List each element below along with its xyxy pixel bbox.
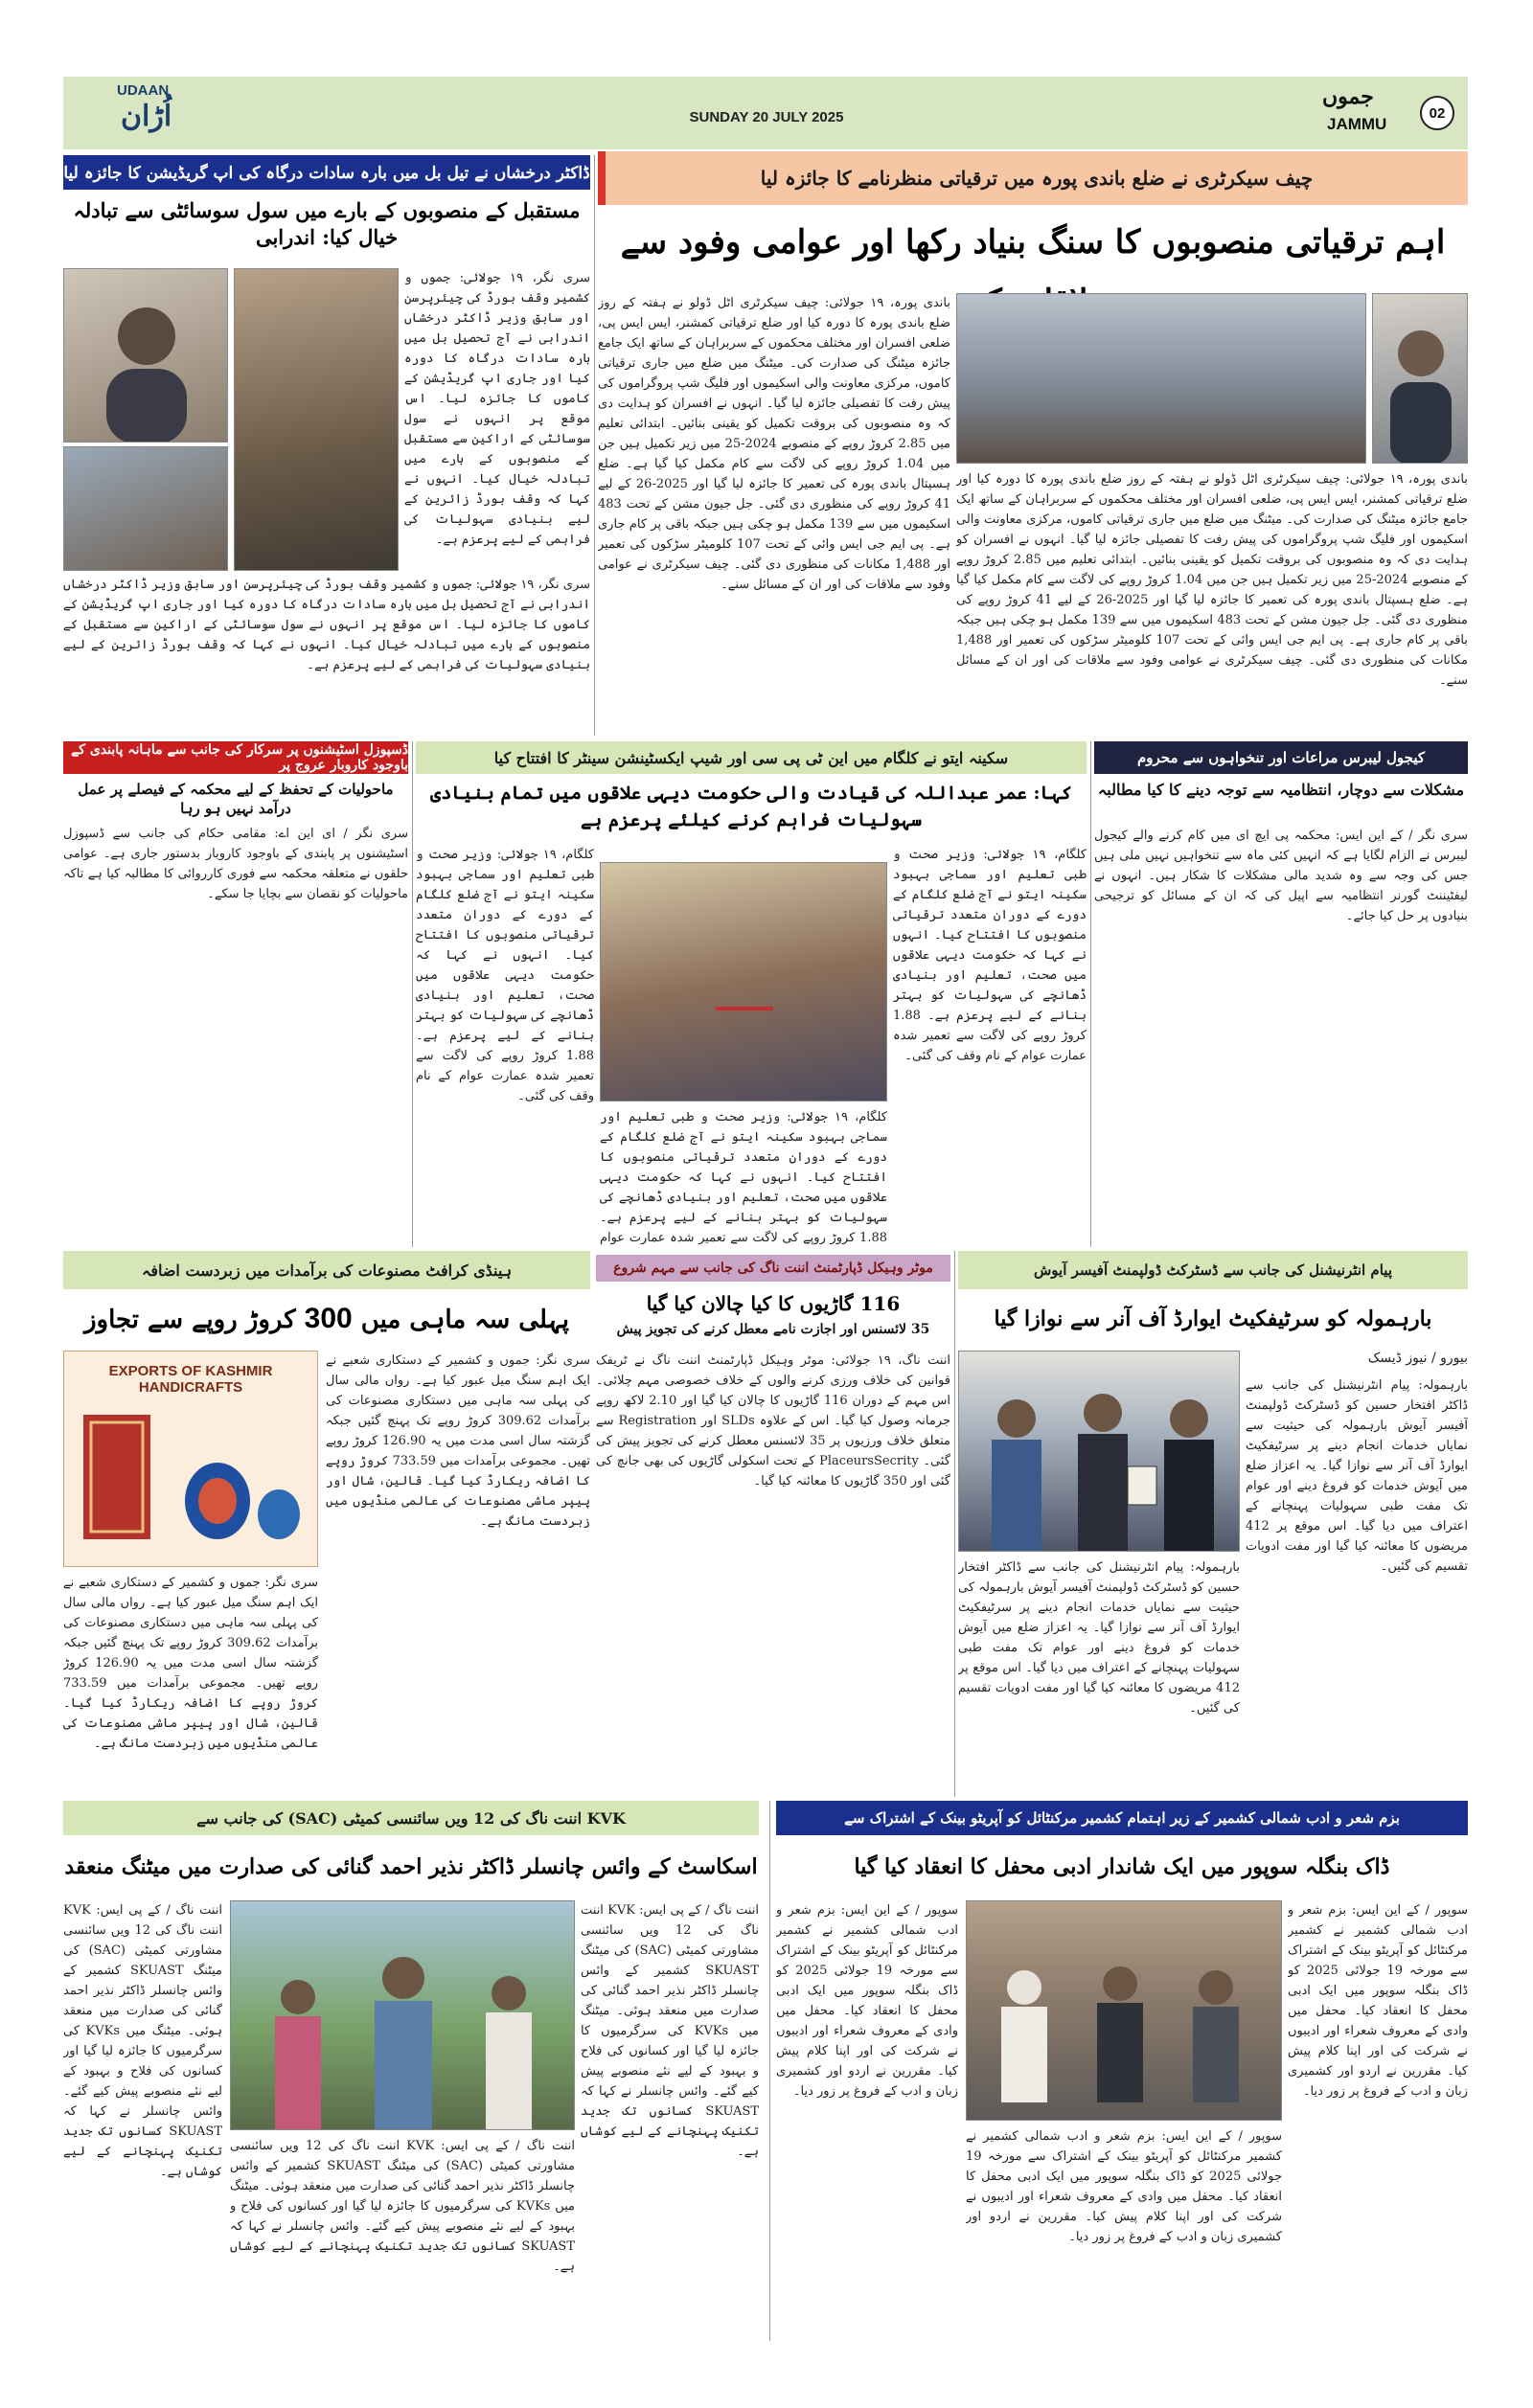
person-icon	[64, 269, 228, 443]
body-kvk-col2: اننت ناگ / کے پی ایس: KVK اننت ناگ کی 12 ویں سائنسی مشاورتی کمیٹی (SAC) کی میٹنگ SKUAST کشمیر کے وائس چانسلر ڈاکٹر نذیر احمد گنائی کی صدارت میں منعقد ہوئی۔ میٹنگ میں KVKs کی سرگرمیوں کا جائزہ لیا گیا اور کسانوں کی فلاح و بہبود کے لیے نئے منصوبے پیش کیے گئے۔ وائس چانسلر نے کہا کہ SKUAST کسانوں تک جدید تکنیک پہنچانے کے لیے کوشاں ہے۔	[581, 1903, 759, 2159]
body-darakhshan: سری نگر، ۱۹ جولائی: جموں و کشمیر وقف بورڈ کی چیئرپرسن اور سابق وزیر ڈاکٹر درخشاں اندرابی نے آج تحصیل بل میں بارہ سادات درگاہ کا دورہ کیا اور جاری اپ گریڈیشن کے کاموں کا جائزہ لیا۔ اس موقع پر انہوں نے سول سوسائٹی کے اراکین سے مستقبل کے منصوبوں کے بارے میں تبادلہ خیال کیا۔ انہوں نے کہا کہ وقف بورڈ زائرین کے لیے بنیادی سہولیات کی فراہمی کے لیے پرعزم ہے۔	[404, 271, 590, 547]
brand-name-ur: اُڑان	[121, 100, 172, 133]
headline-darakhshan: مستقبل کے منصوبوں کے بارے میں سول سوسائٹی سے تبادلہ خیال کیا: اندرابی	[73, 198, 581, 249]
page-number: 02	[1420, 96, 1454, 130]
headline-handicrafts-before: پہلی سہ ماہی میں	[360, 1306, 570, 1334]
graphic-title-line2: HANDICRAFTS	[138, 1379, 243, 1396]
byline-payam-award: بیورو / نیوز ڈیسک	[1367, 1351, 1468, 1366]
handicrafts-illustration	[64, 1396, 319, 1558]
person-icon	[959, 1352, 1240, 1552]
headline-handicrafts-number: 300	[304, 1303, 353, 1334]
graphic-title-line1: EXPORTS OF KASHMIR	[108, 1363, 273, 1379]
headline-handicrafts-after: کروڑ روپے سے تجاوز	[83, 1306, 296, 1334]
body-payam-award-col1: بارہمولہ: پیام انٹرنیشنل کی جانب سے ڈاکٹر افتخار حسین کو ڈسٹرکٹ ڈولپمنٹ آفیسر آیوش بارہمولہ کی حیثیت سے نمایاں خدمات انجام دینے پر سرٹیفکیٹ ایوارڈ آف آنر سے نوازا گیا۔ یہ اعزاز ضلع میں آیوش خدمات کو فروغ دینے اور عوام تک مفت طبی سہولیات پہنچانے کے اعتراف میں دیا گیا۔ اس موقع پر 412 مریضوں کا معائنہ کیا گیا اور مفت ادویات تقسیم کی گئیں۔	[1246, 1378, 1468, 1574]
body-darakhshan-cont: سری نگر، ۱۹ جولائی: جموں و کشمیر وقف بورڈ کی چیئرپرسن اور سابق وزیر ڈاکٹر درخشاں اندرابی نے آج تحصیل بل میں بارہ سادات درگاہ کا دورہ کیا اور جاری اپ گریڈیشن کے کاموں کا جائزہ لیا۔ اس موقع پر انہوں نے سول سوسائٹی کے اراکین سے مستقبل کے منصوبوں کے بارے میں تبادلہ خیال کیا۔ انہوں نے کہا کہ وقف بورڈ زائرین کے لیے بنیادی سہولیات کی فراہمی کے لیے پرعزم ہے۔	[63, 578, 590, 672]
body-disposal: سری نگر / ای این اے: مقامی حکام کی جانب سے ڈسپوزل اسٹیشنوں پر پابندی کے باوجود کاروبار بدستور جاری ہے۔ عوامی حلقوں نے متعلقہ محکمہ سے فوری کارروائی کا مطالبہ کیا ہے تاکہ ماحولیات کو نقصان سے بچایا جا سکے۔	[63, 827, 408, 901]
body-sakina-itoo-col1: کلگام، ۱۹ جولائی: وزیر صحت و طبی تعلیم اور سماجی بہبود سکینہ ایتو نے آج ضلع کلگام کے دورے کے دوران متعدد ترقیاتی منصوبوں کا افتتاح کیا۔ انہوں نے کہا کہ حکومت دیہی علاقوں میں صحت، تعلیم اور بنیادی ڈھانچے کی سہولیات کو بہتر بنانے کے لیے پرعزم ہے۔ 1.88 کروڑ روپے کی لاگت سے تعمیر شدہ عمارت عوام کے نام وقف کی گئی۔	[416, 848, 594, 1103]
headline-chief-secretary: اہم ترقیاتی منصوبوں کا سنگ بنیاد رکھا اور عوامی وفود سے	[620, 223, 1446, 261]
photo-darakhshan-group	[63, 446, 228, 571]
body-casual-labourers: سری نگر / کے این ایس: محکمہ پی ایچ ای میں کام کرنے والے کیجول لیبرس نے الزام لگایا ہے کہ انہیں کئی ماہ سے تنخواہیں نہیں ملی ہیں جس کی وجہ سے وہ شدید مالی مشکلات کا شکار ہیں۔ انہوں نے لیفٹیننٹ گورنر انتظامیہ سے اپیل کی کہ ان کے مسائل کو ترجیحی بنیادوں پر حل کیا جائے۔	[1094, 829, 1468, 923]
brand-name-en: UDAAN	[117, 82, 170, 99]
handicrafts-graphic	[63, 1351, 318, 1567]
headline-casual-labourers: مشکلات سے دوچار، انتظامیہ سے توجہ دینے کا کیا مطالبہ	[1097, 781, 1465, 799]
person-icon	[1373, 294, 1468, 464]
headline-handicrafts	[63, 1295, 590, 1343]
headline-sakina-itoo: کہا: عمر عبداللہ کی قیادت والی حکومت دیہی علاقوں میں تمام بنیادی سہولیات فراہم کرنے کیلئے پرعزم ہے	[430, 783, 1072, 830]
body-chief-secretary-col2: باندی پورہ، ۱۹ جولائی: چیف سیکرٹری اٹل ڈولو نے ہفتہ کے روز ضلع باندی پورہ کا دورہ کیا اور ضلع ترقیاتی کمشنر، ایس ایس پی، ضلعی افسران اور مختلف محکموں کے سربراہان کے ساتھ ایک جامع جائزہ میٹنگ کی صدارت کی۔ میٹنگ میں ضلع میں جاری ترقیاتی کاموں، مرکزی معاونت والی اسکیموں اور فلیگ شپ پروگراموں کی پیش رفت کا تفصیلی جائزہ لیا گیا۔ انہوں نے افسران کو ہدایت دی کہ وہ منصوبوں کی بروقت تکمیل کو یقینی بنائیں۔ ابتدائی تعلیم میں 2.85 کروڑ روپے کے منصوبے 2024-25 میں زیر تکمیل ہیں جن میں 1.04 کروڑ روپے کی لاگت سے کام مکمل کیا گیا ہے۔ ضلع ہسپتال باندی پورہ کی تعمیر کا جائزہ لیا گیا اور 2025-26 کے لیے 41 کروڑ روپے کی منظوری دی گئی۔ جل جیون مشن کے تحت 483 اسکیموں میں سے 139 مکمل ہو چکی ہیں جبکہ باقی پر کام جاری ہے۔ پی ایم جی ایس وائی کے تحت 107 کلومیٹر سڑکوں کی تعمیر اور 1,488 مکانات کی منظوری دی گئی۔ چیف سیکرٹری نے عوامی وفود سے ملاقات کی اور ان کے مسائل سنے۔	[956, 472, 1468, 688]
edition-city-en: JAMMU	[1327, 115, 1387, 133]
kicker-handicrafts: ہینڈی کرافٹ مصنوعات کی برآمدات میں زبردست اضافہ	[63, 1251, 590, 1289]
kicker-casual-labourers: کیجول لیبرس مراعات اور تنخواہوں سے محروم	[1094, 741, 1468, 774]
person-icon	[967, 1901, 1282, 2121]
person-icon	[231, 1901, 575, 2130]
headline-payam-award: بارہمولہ کو سرٹیفکیٹ ایوارڈ آف آنر سے نوازا گیا	[994, 1306, 1432, 1331]
body-literary-col3: سوپور / کے این ایس: بزم شعر و ادب شمالی کشمیر نے کشمیر مرکنٹائل کو آپریٹو بینک کے اشتراک سے مورخہ 19 جولائی 2025 کو ڈاک بنگلہ سوپور میں ایک ادبی محفل کا انعقاد کیا۔ محفل میں وادی کے معروف شعراء اور ادیبوں نے شرکت کی اور اپنا کلام پیش کیا۔ مقررین نے اردو اور کشمیری زبان و ادب کے فروغ پر زور دیا۔	[966, 2129, 1282, 2244]
kicker-motor-vehicle: موٹر وہیکل ڈپارٹمنٹ اننت ناگ کی جانب سے مہم شروع	[596, 1255, 950, 1282]
column-divider	[1090, 741, 1091, 1247]
photo-award-ceremony	[958, 1351, 1240, 1552]
photo-review-meeting	[956, 293, 1366, 464]
body-chief-secretary-col1: باندی پورہ، ۱۹ جولائی: چیف سیکرٹری اٹل ڈولو نے ہفتہ کے روز ضلع باندی پورہ کا دورہ کیا اور ضلع ترقیاتی کمشنر، ایس ایس پی، ضلعی افسران اور مختلف محکموں کے سربراہان کے ساتھ ایک جامع جائزہ میٹنگ کی صدارت کی۔ میٹنگ میں ضلع میں جاری ترقیاتی کاموں، مرکزی معاونت والی اسکیموں اور فلیگ شپ پروگراموں کی پیش رفت کا تفصیلی جائزہ لیا گیا۔ انہوں نے افسران کو ہدایت دی کہ وہ منصوبوں کی بروقت تکمیل کو یقینی بنائیں۔ ابتدائی تعلیم میں 2.85 کروڑ روپے کے منصوبے 2024-25 میں زیر تکمیل ہیں جن میں 1.04 کروڑ روپے کی لاگت سے کام مکمل کیا گیا ہے۔ ضلع ہسپتال باندی پورہ کی تعمیر کا جائزہ لیا گیا اور 2025-26 کے لیے 41 کروڑ روپے کی منظوری دی گئی۔ جل جیون مشن کے تحت 483 اسکیموں میں سے 139 مکمل ہو چکی ہیں جبکہ باقی پر کام جاری ہے۔ پی ایم جی ایس وائی کے تحت 107 کلومیٹر سڑکوں کی تعمیر اور 1,488 مکانات کی منظوری دی گئی۔ چیف سیکرٹری نے عوامی وفود سے ملاقات کی اور ان کے مسائل سنے۔	[598, 296, 950, 592]
column-divider	[412, 741, 413, 1247]
body-kvk-col3: اننت ناگ / کے پی ایس: KVK اننت ناگ کی 12 ویں سائنسی مشاورتی کمیٹی (SAC) کی میٹنگ SKUAST کشمیر کے وائس چانسلر ڈاکٹر نذیر احمد گنائی کی صدارت میں منعقد ہوئی۔ میٹنگ میں KVKs کی سرگرمیوں کا جائزہ لیا گیا اور کسانوں کی فلاح و بہبود کے لیے نئے منصوبے پیش کیے گئے۔ وائس چانسلر نے کہا کہ SKUAST کسانوں تک جدید تکنیک پہنچانے کے لیے کوشاں ہے۔	[230, 2139, 575, 2274]
photo-darakhshan-speaking	[63, 268, 228, 443]
headline-kvk: اسکاسٹ کے وائس چانسلر ڈاکٹر نذیر احمد گنائی کی صدارت میں میٹنگ منعقد	[64, 1854, 758, 1879]
edition-city-ur: جموں	[1322, 84, 1374, 109]
kicker-chief-secretary: چیف سیکرٹری نے ضلع باندی پورہ میں ترقیاتی منظرنامے کا جائزہ لیا	[598, 151, 1468, 205]
photo-literary-gathering	[966, 1900, 1282, 2121]
column-divider	[594, 155, 595, 736]
photo-kvk-field-visit	[230, 1900, 575, 2130]
body-literary-col2: سوپور / کے این ایس: بزم شعر و ادب شمالی کشمیر نے کشمیر مرکنٹائل کو آپریٹو بینک کے اشتراک سے مورخہ 19 جولائی 2025 کو ڈاک بنگلہ سوپور میں ایک ادبی محفل کا انعقاد کیا۔ محفل میں وادی کے معروف شعراء اور ادیبوں نے شرکت کی اور اپنا کلام پیش کیا۔ مقررین نے اردو اور کشمیری زبان و ادب کے فروغ پر زور دیا۔	[1288, 1903, 1468, 2099]
body-sakina-itoo-col3: کلگام، ۱۹ جولائی: وزیر صحت و طبی تعلیم اور سماجی بہبود سکینہ ایتو نے آج ضلع کلگام کے دورے کے دوران متعدد ترقیاتی منصوبوں کا افتتاح کیا۔ انہوں نے کہا کہ حکومت دیہی علاقوں میں صحت، تعلیم اور بنیادی ڈھانچے کی سہولیات کو بہتر بنانے کے لیے پرعزم ہے۔ 1.88 کروڑ روپے کی لاگت سے تعمیر شدہ عمارت عوام	[600, 1110, 887, 1245]
kicker-payam-award: پیام انٹرنیشنل کی جانب سے ڈسٹرکٹ ڈولپمنٹ آفیسر آیوش	[958, 1251, 1468, 1289]
subhead-motor-vehicle: 35 لائسنس اور اجازت نامے معطل کرنے کی تجویز پیش	[616, 1322, 930, 1337]
column-divider	[954, 1251, 955, 1797]
body-handicrafts-col2: سری نگر: جموں و کشمیر کے دستکاری شعبے نے ایک اہم سنگ میل عبور کیا ہے۔ رواں مالی سال کی پہلی سہ ماہی میں دستکاری مصنوعات کی برآمدات 309.62 کروڑ روپے تک پہنچ گئیں جبکہ گزشتہ سال اسی مدت میں یہ 126.90 کروڑ روپے تھیں۔ مجموعی برآمدات میں 733.59 کروڑ روپے کا اضافہ ریکارڈ کیا گیا۔ قالین، شال اور پیپر ماشی مصنوعات کی عالمی منڈیوں میں زبردست مانگ ہے۔	[63, 1576, 318, 1751]
photo-inauguration	[600, 862, 887, 1102]
body-handicrafts-col1: سری نگر: جموں و کشمیر کے دستکاری شعبے نے ایک اہم سنگ میل عبور کیا ہے۔ رواں مالی سال کی پہلی سہ ماہی میں دستکاری مصنوعات کی برآمدات 309.62 کروڑ روپے تک پہنچ گئیں جبکہ گزشتہ سال اسی مدت میں یہ 126.90 کروڑ روپے تھیں۔ مجموعی برآمدات میں 733.59 کروڑ روپے کا اضافہ ریکارڈ کیا گیا۔ قالین، شال اور پیپر ماشی مصنوعات کی عالمی منڈیوں میں زبردست مانگ ہے۔	[326, 1353, 590, 1529]
camera-icon	[601, 863, 887, 1102]
body-motor-vehicle: اننت ناگ، ۱۹ جولائی: موٹر وہیکل ڈپارٹمنٹ اننت ناگ نے ٹریفک قوانین کی خلاف ورزی کرنے والوں کے خلاف خصوصی مہم چلائی۔ اس مہم کے دوران 116 گاڑیوں کا چالان کیا گیا اور 2.10 لاکھ روپے جرمانہ وصول کیا گیا۔ اس کے علاوہ SLDs اور Registration سے متعلق خلاف ورزیوں پر 35 لائسنس معطل کرنے کی تجویز پیش کی گئی۔ PlaceursSecrity کے تحت اسکولی گاڑیوں کی بھی جانچ کی گئی اور 350 گاڑیوں کا معائنہ کیا گیا۔	[596, 1353, 950, 1488]
kicker-darakhshan: ڈاکٹر درخشاں نے تیل بل میں بارہ سادات درگاہ کی اپ گریڈیشن کا جائزہ لیا	[63, 155, 590, 190]
column-divider	[769, 1801, 770, 2341]
kicker-kvk: KVK اننت ناگ کی 12 ویں سائنسی کمیٹی (SAC) کی جانب سے	[63, 1801, 759, 1835]
body-payam-award-col2: بارہمولہ: پیام انٹرنیشنل کی جانب سے ڈاکٹر افتخار حسین کو ڈسٹرکٹ ڈولپمنٹ آفیسر آیوش بارہمولہ کی حیثیت سے نمایاں خدمات انجام دینے پر سرٹیفکیٹ ایوارڈ آف آنر سے نوازا گیا۔ یہ اعزاز ضلع میں آیوش خدمات کو فروغ دینے اور عوام تک مفت طبی سہولیات پہنچانے کے اعتراف میں دیا گیا۔ اس موقع پر 412 مریضوں کا معائنہ کیا گیا اور مفت ادویات تقسیم کی گئیں۔	[958, 1560, 1240, 1715]
kicker-disposal: ڈسپوزل اسٹیشنوں پر سرکار کی جانب سے ماہانہ پابندی کے باوجود کاروبار عروج پر	[63, 741, 408, 774]
headline-literary: ڈاک بنگلہ سوپور میں ایک شاندار ادبی محفل کا انعقاد کیا گیا	[854, 1854, 1390, 1879]
photo-chief-secretary-portrait	[1372, 293, 1468, 464]
body-kvk-col1: اننت ناگ / کے پی ایس: KVK اننت ناگ کی 12 ویں سائنسی مشاورتی کمیٹی (SAC) کی میٹنگ SKUAST کشمیر کے وائس چانسلر ڈاکٹر نذیر احمد گنائی کی صدارت میں منعقد ہوئی۔ میٹنگ میں KVKs کی سرگرمیوں کا جائزہ لیا گیا اور کسانوں کی فلاح و بہبود کے لیے نئے منصوبے پیش کیے گئے۔ وائس چانسلر نے کہا کہ SKUAST کسانوں تک جدید تکنیک پہنچانے کے لیے کوشاں ہے۔	[63, 1903, 222, 2179]
headline-motor-vehicle: 116 گاڑیوں کا کیا چالان کیا گیا	[646, 1292, 901, 1315]
issue-date: SUNDAY 20 JULY 2025	[689, 109, 844, 125]
photo-dargah-gathering	[234, 268, 399, 571]
body-sakina-itoo-col2: کلگام، ۱۹ جولائی: وزیر صحت و طبی تعلیم اور سماجی بہبود سکینہ ایتو نے آج ضلع کلگام کے دورے کے دوران متعدد ترقیاتی منصوبوں کا افتتاح کیا۔ انہوں نے کہا کہ حکومت دیہی علاقوں میں صحت، تعلیم اور بنیادی ڈھانچے کی سہولیات کو بہتر بنانے کے لیے پرعزم ہے۔ 1.88 کروڑ روپے کی لاگت سے تعمیر شدہ عمارت عوام کے نام وقف کی گئی۔	[893, 848, 1087, 1063]
kicker-literary: بزم شعر و ادب شمالی کشمیر کے زیر اہتمام کشمیر مرکنٹائل کو آپریٹو بینک کے اشتراک سے	[776, 1801, 1468, 1835]
body-literary-col1: سوپور / کے این ایس: بزم شعر و ادب شمالی کشمیر نے کشمیر مرکنٹائل کو آپریٹو بینک کے اشتراک سے مورخہ 19 جولائی 2025 کو ڈاک بنگلہ سوپور میں ایک ادبی محفل کا انعقاد کیا۔ محفل میں وادی کے معروف شعراء اور ادیبوں نے شرکت کی اور اپنا کلام پیش کیا۔ مقررین نے اردو اور کشمیری زبان و ادب کے فروغ پر زور دیا۔	[776, 1903, 958, 2099]
kicker-sakina-itoo: سکینہ ایتو نے کلگام میں این ٹی پی سی اور شیپ ایکسٹینشن سینٹر کا افتتاح کیا	[416, 741, 1087, 774]
headline-disposal: ماحولیات کے تحفظ کے لیے محکمہ کے فیصلے پر عمل درآمد نہیں ہو رہا	[78, 781, 394, 817]
